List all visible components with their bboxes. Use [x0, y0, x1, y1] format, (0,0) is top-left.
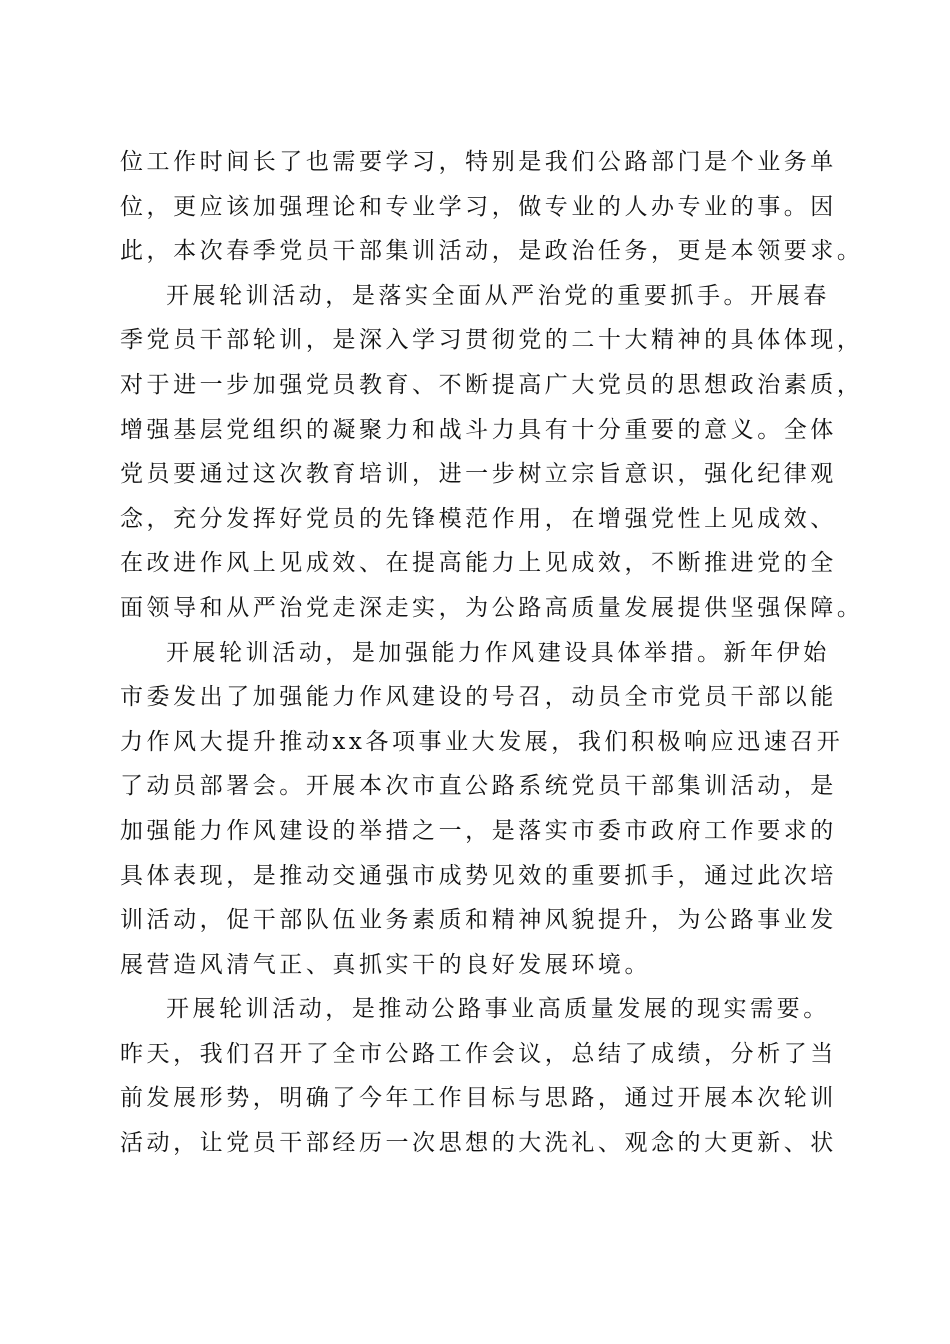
text-line: 市委发出了加强能力作风建设的号召，动员全市党员干部以能 — [120, 684, 837, 711]
text-line: 对于进一步加强党员教育、不断提高广大党员的思想政治素质， — [120, 371, 864, 398]
text-line: 活动，让党员干部经历一次思想的大洗礼、观念的大更新、状 — [120, 1130, 837, 1157]
text-line: 展营造风清气正、真抓实干的良好发展环境。 — [120, 951, 651, 978]
text-line: 党员要通过这次教育培训，进一步树立宗旨意识，强化纪律观 — [120, 461, 837, 488]
text-line: 位，更应该加强理论和专业学习，做专业的人办专业的事。因 — [120, 193, 837, 220]
paragraph — [120, 631, 844, 988]
text-line: 加强能力作风建设的举措之一，是落实市委市政府工作要求的 — [120, 817, 837, 844]
text-line: 开展轮训活动，是落实全面从严治党的重要抓手。开展春 — [166, 282, 830, 309]
text-line: 在改进作风上见成效、在提高能力上见成效，不断推进党的全 — [120, 550, 837, 577]
text-line: 位工作时间长了也需要学习，特别是我们公路部门是个业务单 — [120, 149, 837, 175]
text-line: 开展轮训活动，是推动公路事业高质量发展的现实需要。 — [166, 996, 830, 1023]
text-line: 昨天，我们召开了全市公路工作会议，总结了成绩，分析了当 — [120, 1040, 837, 1067]
text-line: 念，充分发挥好党员的先锋模范作用，在增强党性上见成效、 — [120, 505, 837, 532]
text-line: 此，本次春季党员干部集训活动，是政治任务，更是本领要求。 — [120, 238, 864, 265]
text-line: 具体表现，是推动交通强市成势见效的重要抓手，通过此次培 — [120, 862, 837, 889]
text-line: 开展轮训活动，是加强能力作风建设具体举措。新年伊始 — [166, 639, 830, 666]
text-line: 前发展形势，明确了今年工作目标与思路，通过开展本次轮训 — [120, 1085, 837, 1112]
paragraph — [120, 274, 864, 631]
text-line: 力作风大提升推动xx各项事业大发展，我们积极响应迅速召开 — [120, 728, 844, 755]
text-line: 面领导和从严治党走深走实，为公路高质量发展提供坚强保障。 — [120, 594, 864, 621]
text-line: 了动员部署会。开展本次市直公路系统党员干部集训活动，是 — [120, 773, 837, 800]
paragraph — [120, 987, 837, 1165]
text-line: 训活动，促干部队伍业务素质和精神风貌提升，为公路事业发 — [120, 907, 837, 934]
text-line: 季党员干部轮训，是深入学习贯彻党的二十大精神的具体体现， — [120, 327, 864, 354]
text-line: 增强基层党组织的凝聚力和战斗力具有十分重要的意义。全体 — [120, 416, 837, 443]
paragraph — [120, 140, 864, 274]
body-text — [120, 140, 864, 1166]
